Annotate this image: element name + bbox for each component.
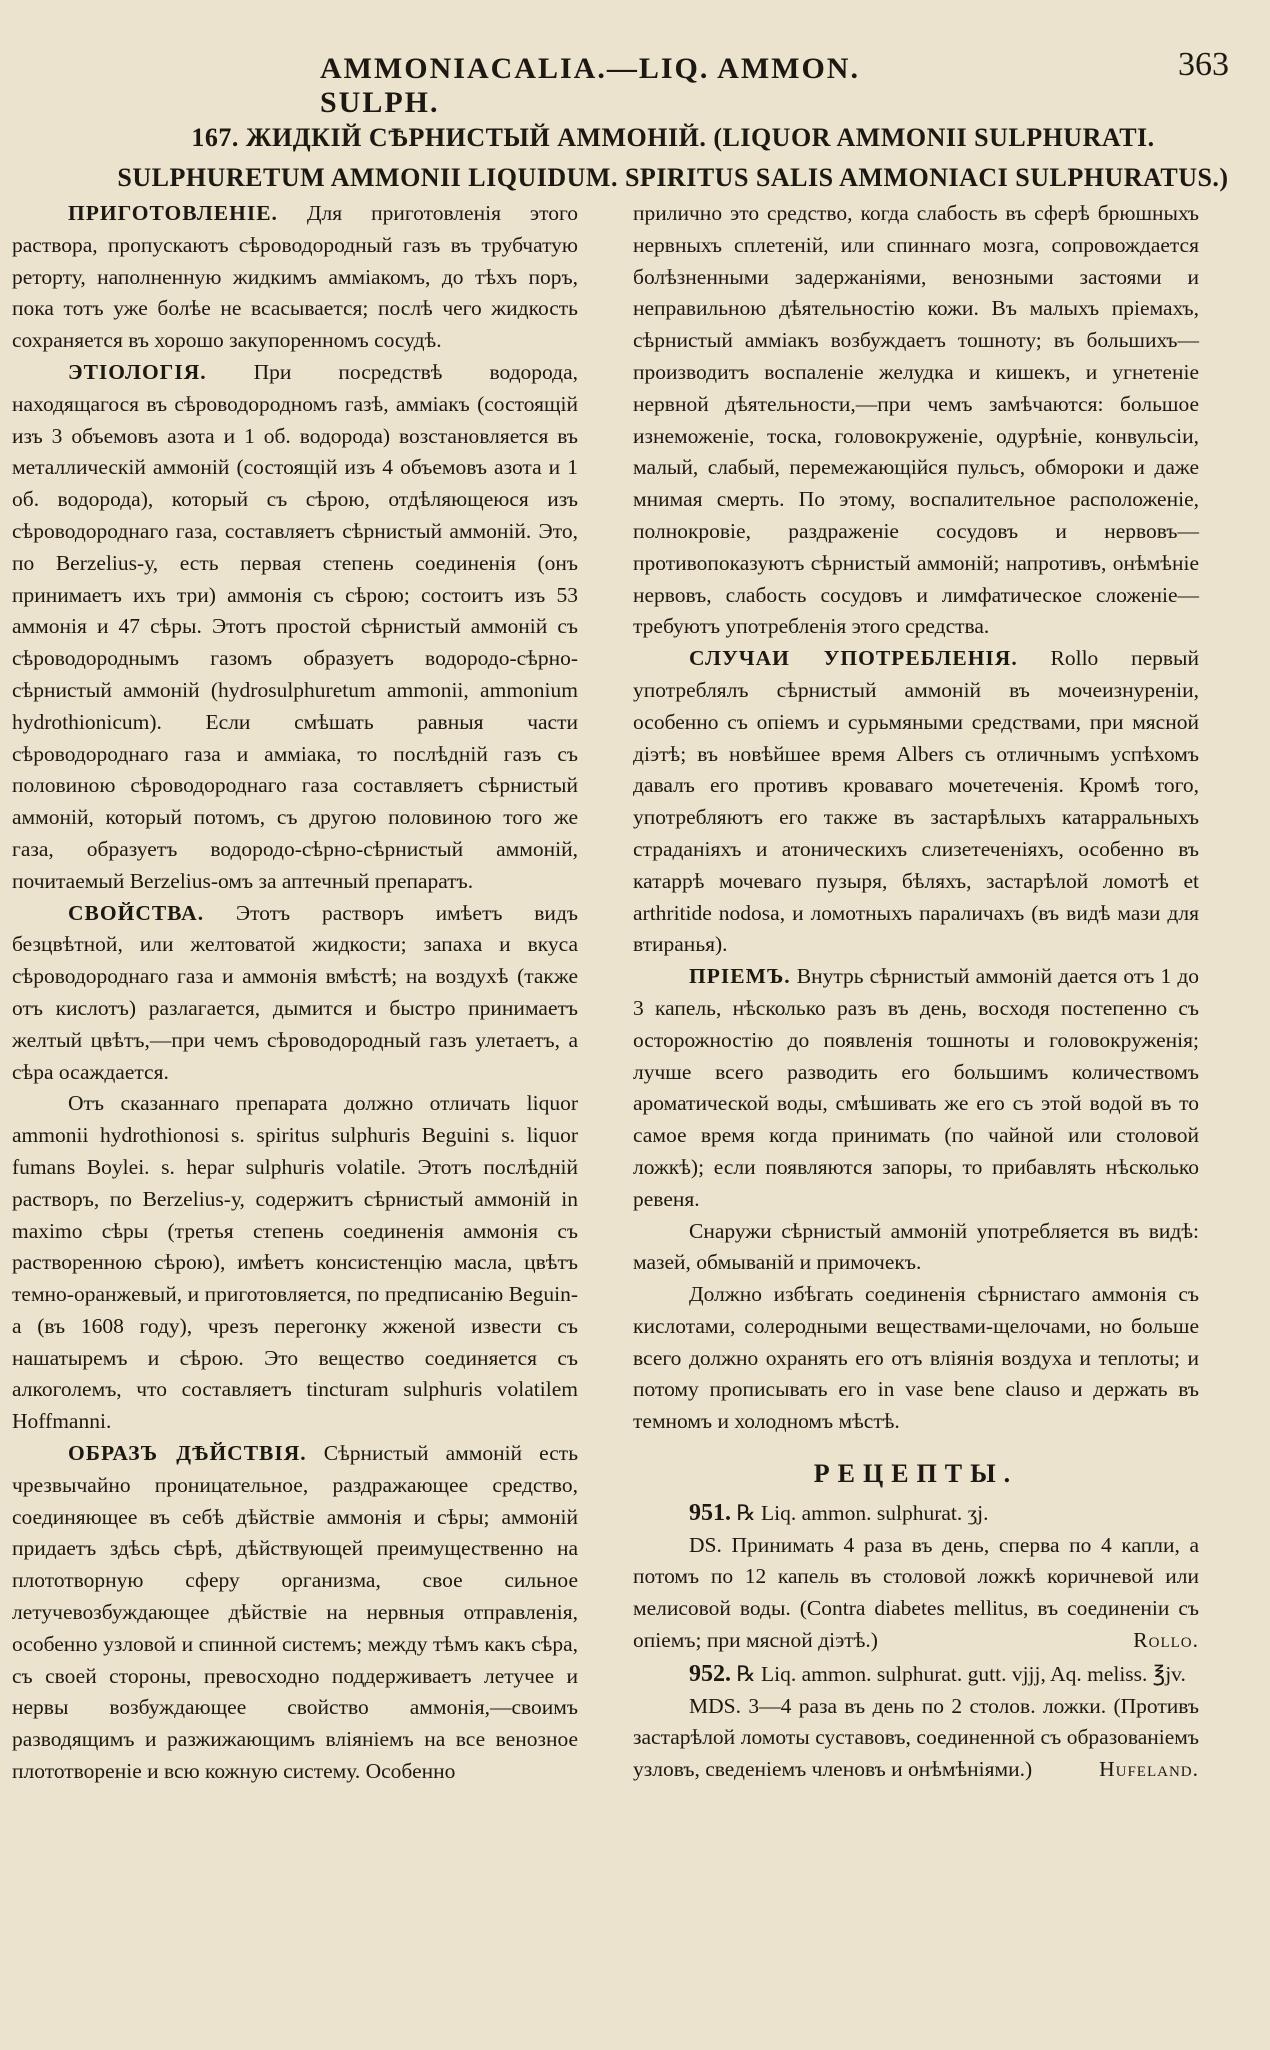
prescription-text: ℞ Liq. ammon. sulphurat. ʒj. <box>736 1500 989 1525</box>
directions-text: DS. Принимать 4 раза въ день, сперва по 4 капли, а потомъ по 12 капель въ столовой ложкѣ коричневой или мелисовой воды. (Contra diabetes mellitus, въ соединеніи съ опіемъ; при мясной діэтѣ.) <box>633 1532 1199 1653</box>
article-title: 167. ЖИДКІЙ СѢРНИСТЫЙ АММОНІЙ. (LIQUOR AMMONII SULPHURATI. SULPHURETUM AMMONII LIQUIDUM. SPIRITUS SALIS AMMONIACI SULPHURATUS.) <box>117 123 1229 192</box>
section-heading: ЭТІОЛОГІЯ. <box>68 359 207 384</box>
paragraph-text: Снаружи сѣрнистый аммоній употребляется въ видѣ: мазей, обмываній и примочекъ. <box>633 1218 1199 1275</box>
recipe-prescription <box>633 1498 1199 1530</box>
recipe <box>633 1498 1199 1657</box>
recipes-heading: РЕЦЕПТЫ. <box>813 1459 1019 1489</box>
recipe-number: 951. <box>689 1499 731 1526</box>
section-heading: СВОЙСТВА. <box>68 900 205 925</box>
paragraph-text: Сѣрнистый аммоній есть чрезвычайно проницательное, раздражающее средство, соединяющее въ себѣ дѣйствіе аммонія и сѣры; аммоній придаетъ здѣсь сѣрѣ, дѣйствующей преимущественно на плототворную сферу организма, свое сильное летучевозбуждающее дѣйствіе на нервныя отправленія, особенно узловой и спинной системъ; между тѣмъ какъ сѣра, съ своей стороны, превосходно поддерживаетъ летучее и нервы возбуждающее свойство аммонія,—своимъ разводящимъ и разжижающимъ вліяніемъ на все венозное плототвореніе и всю кожную систему. Особенно <box>12 1441 578 1784</box>
section-heading: СЛУЧАИ УПОТРЕБЛЕНІЯ. <box>689 646 1018 671</box>
paragraph <box>633 961 1199 1215</box>
paragraph <box>12 357 578 898</box>
recipe-number: 952. <box>689 1660 731 1687</box>
prescription-text: ℞ Liq. ammon. sulphurat. gutt. vjjj, Aq. meliss. ℥jv. <box>736 1661 1186 1686</box>
recipe <box>633 1659 1199 1786</box>
paragraph-text: Внутрь сѣрнистый аммоній дается отъ 1 до 3 капель, нѣсколько разъ въ день, восходя постепенно съ осторожностію до появленія тошноты и головокруженія; лучше всего разводить его большимъ количествомъ ароматической воды, смѣшивать же его съ этой водой въ то самое время когда принимать (по чайной или столовой ложкѣ); если появляются запоры, то прибавлять нѣсколько ревеня. <box>633 964 1200 1211</box>
paragraph-text: Должно избѣгать соединенія сѣрнистаго аммонія съ кислотами, солеродными веществами-щелочами, но больше всего должно охранять его отъ вліянія воздуха и теплоты; и потому прописывать его in vase bene clauso и держать въ темномъ и холодномъ мѣстѣ. <box>633 1282 1199 1434</box>
section-heading: ПРІЕМЪ. <box>689 964 791 989</box>
paragraph-text: Этотъ растворъ имѣетъ видъ безцвѣтной, или желтоватой жидкости; запаха и вкуса сѣроводороднаго газа и аммонія вмѣстѣ; на воздухѣ (также отъ кислотъ) разлагается, дымится и быстро принимаетъ желтый цвѣтъ,—при чемъ сѣроводородный газъ улетаетъ, а сѣра осаждается. <box>12 900 578 1084</box>
paragraph-text: Отъ сказаннаго препарата должно отличать liquor ammonii hydrothionosi s. spiritus sulphuris Beguini s. liquor fumans Boylei. s. hepar sulphuris volatile. Этотъ послѣдній растворъ, по Berzelius-у, содержитъ сѣрнистый аммоній in maximo сѣры (третья степень соединенія аммонія съ растворенною сѣрою), имѣетъ консистенцію масла, цвѣтъ темно-оранжевый, и приготовляется, по предписанію Beguin-a (въ 1608 году), чрезъ перегонку жженой извести съ нашатыремъ и сѣрою. Это вещество соединяется съ алкоголемъ, что составляетъ tincturam sulphuris volatilem Hoffmanni. <box>12 1091 578 1434</box>
recipe-directions <box>633 1530 1199 1657</box>
running-head: AMMONIACALIA.—LIQ. AMMON. SULPH. <box>320 52 860 119</box>
recipe-author: Rollo. <box>1133 1628 1199 1653</box>
paragraph-text: Для приготовленія этого раствора, пропускаютъ сѣроводородный газъ въ трубчатую реторту, наполненную жидкимъ амміакомъ, до тѣхъ поръ, пока тотъ уже болѣе не всасывается; послѣ чего жидкость сохраняется въ хорошо закупоренномъ сосудѣ. <box>12 201 579 353</box>
right-column <box>633 198 1199 1788</box>
paragraph <box>633 198 1199 643</box>
left-column <box>12 198 578 1788</box>
paragraph <box>12 898 578 1089</box>
recipe-author: Hufeland. <box>1099 1757 1199 1782</box>
paragraph <box>12 1088 578 1438</box>
paragraph <box>633 1279 1199 1438</box>
paragraph <box>12 1438 578 1788</box>
section-heading: ПРИГОТОВЛЕНІЕ. <box>68 201 278 225</box>
paragraph <box>633 643 1199 961</box>
paragraph <box>12 198 578 357</box>
page-number: 363 <box>1178 46 1229 83</box>
paragraph <box>633 1216 1199 1280</box>
paragraph-text: Rollo первый употреблялъ сѣрнистый аммоній въ мочеизнуреніи, особенно съ опіемъ и сурьмяными средствами, при мясной діэтѣ; въ новѣйшее время Albers съ отличнымъ успѣхомъ давалъ его противъ кровавaго мочетеченія. Кромѣ того, употребляютъ его также въ застарѣлыхъ катарральныхъ страданіяхъ и атоническихъ слизетеченіяхъ, особенно въ катаррѣ мочеваго пузыря, бѣляхъ, застарѣлой ломотѣ et arthritide nodosa, и ломотныхъ параличахъ (въ видѣ мази для втиранья). <box>633 646 1200 957</box>
recipe-directions <box>633 1691 1199 1786</box>
directions-text: MDS. 3—4 раза въ день по 2 столов. ложки. (Противъ застарѣлой ломоты суставовъ, соединенной съ образованіемъ узловъ, сведеніемъ членовъ и онѣмѣніями.) <box>633 1693 1199 1782</box>
paragraph-text: При посредствѣ водорода, находящагося въ сѣроводородномъ газѣ, амміакъ (состоящій изъ 3 объемовъ азота и 1 об. водорода) возстановляется въ металлическій аммоній (состоящій изъ 4 объемовъ азота и 1 об. водорода), который съ сѣрою, отдѣляющеюся изъ сѣроводороднаго газа, составляетъ сѣрнистый аммоній. Это, по Berzelius-у, есть первая степень соединенія (онъ принимаетъ ихъ три) аммонія съ сѣрою; состоитъ изъ 53 аммонія и 47 сѣры. Этотъ простой сѣрнистый аммоній съ сѣроводороднымъ газомъ образуетъ водородо-сѣрно-сѣрнистый аммоній (hydrosulphuretum ammonii, ammonium hydrothionicum). Если смѣшать равныя части сѣроводороднаго газа и амміака, то послѣдній газъ съ половиною сѣроводороднаго газа составляетъ сѣрнистый аммоній, который потомъ, съ другою половиною того же газа, образуетъ водородо-сѣрно-сѣрнистый аммоній, почитаемый Berzelius-омъ за аптечный препаратъ. <box>12 359 579 893</box>
paragraph-text: прилично это средство, когда слабость въ сферѣ брюшныхъ нервныхъ сплетеній, или спиннаго мозга, сопровождается болѣзненными задержаніями, венозными застоями и неправильною дѣятельностію кожи. Въ малыхъ пріемахъ, сѣрнистый амміакъ возбуждаетъ тошноту; въ большихъ—производитъ воспаленіе желудка и кишекъ, и угнетеніе нервной дѣятельности,—при чемъ замѣчаются: большое изнеможеніе, тоска, головокруженіе, одурѣніе, конвульсіи, малый, слабый, перемежающійся пульсъ, обмороки и даже мнимая смерть. По этому, воспалительное расположеніе, полнокровіе, раздраженіе сосудовъ и нервовъ—противопоказуютъ сѣрнистый аммоній; напротивъ, онѣмѣніе нервовъ, слабость сосудовъ и лимфатическое сложеніе—требуютъ употребленія этого средства. <box>633 201 1199 639</box>
section-heading: ОБРАЗЪ ДѢЙСТВІЯ. <box>68 1441 307 1466</box>
recipe-prescription <box>633 1659 1199 1691</box>
